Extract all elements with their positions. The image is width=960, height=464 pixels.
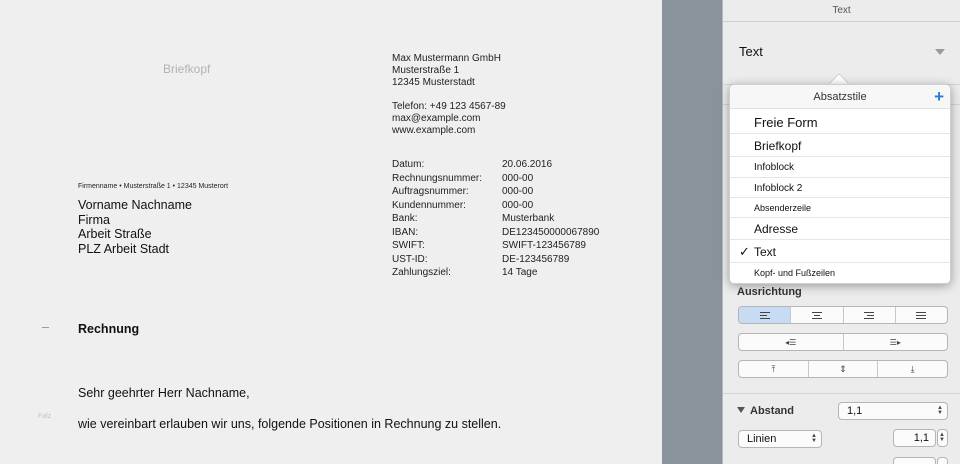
info-row: Datum: 20.06.2016 [392, 159, 553, 170]
style-item-label: Text [754, 245, 777, 259]
style-item-label: Freie Form [754, 115, 818, 130]
sender-city: 12345 Musterstadt [392, 77, 475, 88]
subject-line[interactable]: Rechnung [78, 322, 140, 336]
recipient-city: PLZ Arbeit Stadt [78, 241, 170, 256]
sender-block[interactable] [392, 53, 506, 137]
style-item-kopf-fusszeilen[interactable] [730, 263, 950, 283]
updown-arrows-icon: ▲ ▼ [937, 405, 943, 416]
checkmark-icon: ✓ [739, 244, 750, 259]
style-item-infoblock-2[interactable] [730, 178, 950, 198]
info-row: Auftragsnummer: 000-00 [392, 186, 534, 197]
indent-icon: ☰▸ [889, 337, 901, 347]
popover-title: Absatzstile [813, 91, 867, 103]
alignment-title: Ausrichtung [737, 286, 802, 298]
spacing-before-stepper[interactable] [937, 457, 948, 464]
info-row: SWIFT: SWIFT-123456789 [392, 240, 586, 251]
align-right-button[interactable] [844, 307, 896, 323]
sender-street: Musterstraße 1 [392, 65, 460, 76]
indent-control[interactable] [738, 333, 948, 351]
alignment-control[interactable] [738, 306, 948, 324]
disclosure-triangle-icon[interactable] [737, 407, 745, 413]
style-item-label: Absenderzeile [754, 203, 812, 213]
info-row: Zahlungsziel: 14 Tage [392, 267, 538, 278]
sender-phone: Telefon: +49 123 4567-89 [392, 101, 506, 112]
sender-return-line[interactable]: Firmenname • Musterstraße 1 • 12345 Musterort [78, 183, 229, 190]
greeting-line[interactable]: Sehr geehrter Herr Nachname, [78, 386, 250, 400]
recipient-address[interactable] [78, 198, 192, 256]
spacing-value: 1,1 [847, 405, 863, 417]
info-row: Kundennummer: 000-00 [392, 199, 534, 211]
align-right-icon [864, 312, 874, 319]
divider [723, 393, 960, 394]
fold-mark [42, 327, 49, 328]
vertical-align-control[interactable] [738, 360, 948, 378]
info-row: Rechnungsnummer: 000-00 [392, 172, 534, 184]
increase-indent-button[interactable] [844, 334, 948, 350]
line-spacing-mode-select[interactable] [738, 430, 822, 448]
sender-web: www.example.com [392, 125, 476, 136]
stepper-arrows-icon: ▲ ▼ [939, 432, 945, 443]
style-item-label: Infoblock 2 [754, 183, 803, 194]
header-placeholder[interactable]: Briefkopf [163, 62, 211, 76]
info-row: IBAN: DE123450000067890 [392, 226, 600, 238]
spacing-before-field[interactable] [893, 457, 936, 464]
align-justify-icon [916, 312, 926, 319]
decrease-indent-button[interactable] [739, 334, 844, 350]
spacing-title[interactable]: Abstand [750, 405, 794, 417]
align-top-icon: ⤒ [771, 363, 776, 374]
style-item-label: Kopf- und Fußzeilen [754, 268, 836, 278]
style-item-label: Briefkopf [754, 139, 802, 153]
chevron-down-icon[interactable] [935, 49, 945, 55]
inspector-title: Text [723, 0, 960, 22]
line-spacing-value-field[interactable] [893, 429, 936, 447]
style-item-label: Infoblock [754, 162, 795, 173]
style-item-absenderzeile[interactable] [730, 198, 950, 218]
line-spacing-stepper[interactable] [937, 429, 948, 447]
side-mark-label: Falz [38, 413, 52, 420]
lines-select-value: Linien [747, 433, 777, 445]
align-middle-icon: ⇕ [839, 363, 847, 374]
style-item-adresse[interactable] [730, 218, 950, 240]
recipient-street: Arbeit Straße [78, 227, 152, 241]
spacing-select[interactable] [838, 402, 948, 420]
style-item-text[interactable] [730, 240, 950, 263]
canvas-gutter [662, 0, 722, 464]
paragraph-styles-popover [729, 84, 951, 284]
align-center-icon [812, 312, 822, 319]
recipient-name: Vorname Nachname [78, 198, 192, 212]
style-item-label: Adresse [754, 222, 799, 236]
align-bottom-icon: ⤓ [910, 363, 915, 374]
add-style-icon[interactable]: + [934, 87, 944, 106]
info-row: Bank: Musterbank [392, 213, 555, 224]
updown-arrows-icon: ▲ ▼ [811, 433, 817, 444]
style-item-freie-form[interactable] [730, 111, 950, 134]
sender-email: max@example.com [392, 113, 481, 124]
popover-header [730, 85, 950, 109]
style-item-briefkopf[interactable] [730, 134, 950, 157]
align-top-button[interactable] [739, 361, 809, 377]
align-middle-button[interactable] [809, 361, 879, 377]
align-left-icon [760, 312, 770, 319]
sender-company: Max Mustermann GmbH [392, 53, 501, 64]
recipient-company: Firma [78, 212, 110, 227]
align-justify-button[interactable] [896, 307, 947, 323]
info-row: UST-ID: DE-123456789 [392, 253, 570, 265]
align-bottom-button[interactable] [878, 361, 947, 377]
body-paragraph[interactable]: wie vereinbart erlauben wir uns, folgende Positionen in Rechnung zu stellen. [78, 417, 502, 431]
outdent-icon: ◂☰ [785, 337, 797, 347]
line-spacing-value: 1,1 [913, 432, 929, 444]
align-center-button[interactable] [791, 307, 843, 323]
info-block[interactable] [392, 159, 632, 279]
style-item-infoblock[interactable] [730, 157, 950, 178]
paragraph-style-name: Text [739, 44, 763, 59]
align-left-button[interactable] [739, 307, 791, 323]
